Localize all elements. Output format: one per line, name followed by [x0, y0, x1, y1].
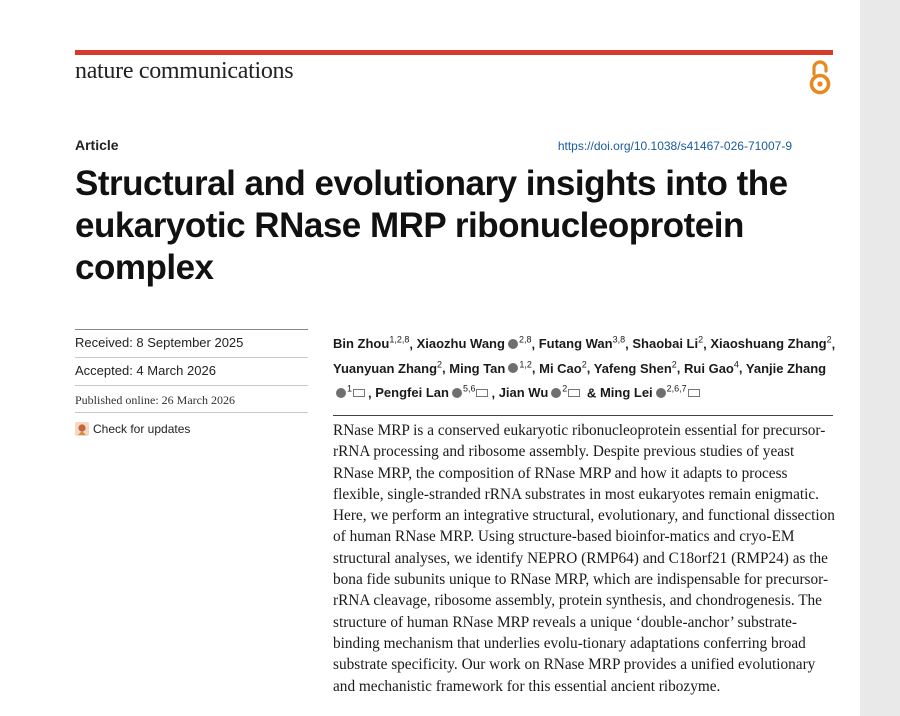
- meta-divider: [75, 412, 308, 413]
- author[interactable]: [499, 385, 584, 400]
- orcid-icon[interactable]: [452, 388, 462, 398]
- author-affiliation: 1,2,8: [389, 335, 410, 345]
- meta-divider: [75, 385, 308, 386]
- author-name: Futang Wan: [538, 336, 613, 352]
- author-name: Jian Wu: [498, 384, 549, 400]
- author[interactable]: [594, 361, 677, 376]
- author-name: Ming Lei: [599, 384, 653, 400]
- orcid-icon[interactable]: [336, 388, 346, 398]
- author-affiliation: 1,2: [519, 359, 532, 370]
- author[interactable]: [333, 361, 442, 376]
- author-name: Mi Cao: [539, 360, 582, 376]
- author[interactable]: [539, 336, 625, 351]
- author-name: Rui Gao: [684, 360, 734, 376]
- author-name: Ming Tan: [449, 360, 506, 376]
- author[interactable]: [539, 361, 587, 376]
- author-name: Xiaoshuang Zhang: [710, 336, 827, 352]
- author-name: Xiaozhu Wang: [416, 336, 505, 352]
- author-name: Yuanyuan Zhang: [333, 360, 438, 376]
- open-access-icon: [808, 60, 832, 96]
- mail-icon[interactable]: [353, 389, 365, 397]
- article-title: Structural and evolutionary insights into the eukaryotic RNase MRP ribonucleoprotein complex: [75, 164, 788, 287]
- author-name: Shaobai Li: [632, 336, 699, 352]
- author[interactable]: [417, 336, 532, 351]
- author-affiliation: 3,8: [612, 335, 626, 345]
- article-type: Article: [75, 137, 119, 153]
- author-affiliation: 2,8: [518, 335, 532, 345]
- mail-icon[interactable]: [568, 389, 580, 397]
- author-affiliation: 2: [698, 335, 704, 345]
- author[interactable]: [449, 361, 532, 376]
- author-affiliation: 2,6,7: [666, 383, 687, 394]
- author-list: Bin Zhou$^{1,2,8}$, Xiaozhu Wang $^{2,8}$, Futang Wan$^{3,8}$, Shaobai Li$^2$, Xiaoshuang Zhang$^2$, Yuanyuan Zhang$^2$, Ming Tan $^{1,2}$, Mi Cao$^2$, Yafeng Shen$^2$, Rui Gao$^4$, Yanjie Zhang$^1$ , Pengfei Lan $^{5,6}$ , Jian Wu $^2$ & Ming Lei $^{2,6,7}$: [333, 335, 836, 400]
- orcid-icon[interactable]: [508, 363, 518, 373]
- author[interactable]: [684, 361, 739, 376]
- author-name: Pengfei Lan: [375, 384, 449, 400]
- journal-top-bar: [75, 50, 833, 55]
- author[interactable]: [710, 336, 831, 351]
- check-for-updates-button[interactable]: [75, 422, 190, 436]
- author-name: Yanjie Zhang: [745, 360, 827, 376]
- author-affiliation: 2: [562, 383, 568, 394]
- abstract: RNase MRP is a conserved eukaryotic ribonucleoprotein essential for precursor-rRNA processing and ribosome assembly. Despite previous studies of yeast RNase MRP, the composition of RNase MRP and how it adapts to process flexible, single-stranded rRNA substrates in most eukaryotes remain enigmatic. Here, we perform an integrative structural, evolutionary, and functional dissection of human RNase MRP. Using structure-based bioinfor-matics and cryo-EM structural analyses, we identify NEPRO (RMP64) and C18orf21 (RMP24) as the bona fide subunits unique to RNase MRP, which are indispensable for precursor-rRNA cleavage, ribosome assembly, protein synthesis, and chondrogenesis. The structure of human RNase MRP reveals a unique ‘double-anchor’ substrate-binding mechanism that underlies evolu-tionary adaptations conferring broad substrate specificity. Our work on RNase MRP provides a unified evolutionary and mechanistic framework for this essential ancient ribozyme.: [333, 422, 835, 695]
- author[interactable]: [600, 385, 703, 400]
- doi-link[interactable]: https://doi.org/10.1038/s41467-026-71007-9: [557, 139, 792, 153]
- check-for-updates-label: Check for updates: [93, 422, 191, 436]
- author-name: Bin Zhou: [333, 336, 390, 352]
- received-date: Received: 8 September 2025: [75, 335, 244, 350]
- author-affiliation: 5,6: [462, 383, 476, 394]
- mail-icon[interactable]: [476, 389, 488, 397]
- orcid-icon[interactable]: [656, 388, 666, 398]
- author[interactable]: [632, 336, 703, 351]
- mail-icon[interactable]: [688, 389, 700, 397]
- orcid-icon[interactable]: [551, 388, 561, 398]
- author-affiliation: 2: [671, 359, 677, 370]
- author-affiliation: 4: [733, 359, 739, 370]
- meta-divider: [75, 329, 308, 330]
- check-updates-icon: [75, 422, 89, 436]
- abstract-divider: [333, 415, 833, 416]
- published-date: Published online: 26 March 2026: [75, 393, 235, 407]
- author-affiliation: 2: [437, 359, 443, 370]
- meta-divider: [75, 357, 308, 358]
- author[interactable]: [333, 336, 409, 351]
- author-name: Yafeng Shen: [593, 360, 672, 376]
- author[interactable]: [375, 385, 491, 400]
- accepted-date: Accepted: 4 March 2026: [75, 363, 216, 378]
- author-affiliation: 2: [826, 335, 832, 345]
- journal-name: nature communications: [75, 58, 294, 84]
- orcid-icon[interactable]: [508, 339, 518, 349]
- author-affiliation: 1: [347, 383, 353, 394]
- author-affiliation: 2: [581, 359, 587, 370]
